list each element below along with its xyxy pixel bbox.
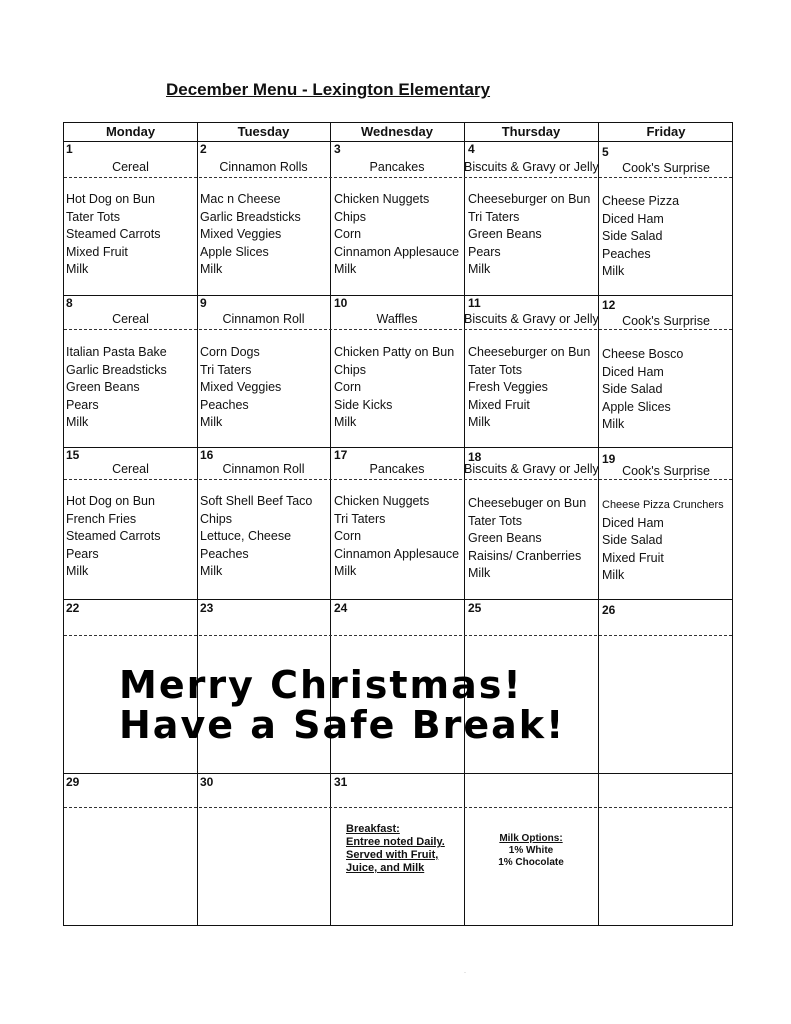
lunch-item: Mixed Fruit [602,550,664,565]
lunch-item: Cheeseburger on Bun [468,345,591,359]
date-number: 9 [200,296,207,310]
dashed-separator [64,635,732,636]
lunch-item: Side Kicks [334,397,393,412]
lunch-items [602,193,679,281]
lunch-item: Milk [468,566,491,580]
dashed-separator [64,329,732,330]
lunch-item: Cheese Pizza [602,194,680,208]
lunch-item: French Fries [66,511,137,526]
row-divider [64,599,732,600]
lunch-item: Tater Tots [468,513,522,528]
day-header-friday: Friday [646,124,686,139]
lunch-item: Side Salad [602,533,663,547]
breakfast-entree: Biscuits & Gravy or Jelly [464,312,599,326]
lunch-item: Corn [334,529,362,543]
day-header-monday: Monday [105,124,156,139]
lunch-item: Garlic Breadsticks [200,209,301,224]
lunch-item: Milk [602,417,625,431]
lunch-item: Green Beans [468,227,542,241]
breakfast-entree: Cereal [112,160,149,174]
day-header-thursday: Thursday [501,124,561,139]
dashed-separator [64,807,732,808]
lunch-item: Cheeseburger on Bun [468,192,591,206]
lunch-item: Hot Dog on Bun [66,192,155,206]
column-divider [598,123,599,925]
date-number: 31 [334,775,348,789]
lunch-item: Cheesebuger on Bun [468,496,587,510]
page-title: December Menu - Lexington Elementary [166,80,491,99]
lunch-item: Lettuce, Cheese [200,529,292,543]
lunch-item: Corn Dogs [200,345,260,359]
lunch-item: Cinnamon Applesauce [334,244,460,259]
lunch-item: Steamed Carrots [66,529,161,543]
row-divider [64,295,732,296]
lunch-item: Pears [66,546,99,561]
date-number: 22 [66,601,80,615]
date-number: 19 [602,452,616,466]
lunch-item: Corn [334,380,362,394]
date-number: 16 [200,448,214,462]
date-number: 1 [66,142,73,156]
lunch-item: Milk [602,568,625,582]
holiday-message-line2: Have a Safe Break! [119,703,566,747]
lunch-item: Milk [334,262,357,276]
row-divider [64,447,732,448]
lunch-item: Milk [200,262,223,276]
lunch-items [334,344,454,432]
date-number: 5 [602,145,609,159]
lunch-item: Soft Shell Beef Taco [200,494,313,508]
breakfast-entree: Cinnamon Rolls [219,160,308,174]
date-number: 30 [200,775,214,789]
lunch-item: Corn [334,227,362,241]
lunch-item: Chips [334,362,366,377]
lunch-item: Cheese Pizza Crunchers [602,499,724,511]
lunch-item: Mixed Veggies [200,227,282,241]
milk-note-line: 1% White [508,845,554,856]
lunch-item: Mixed Fruit [468,397,530,412]
breakfast-entree: Cook's Surprise [622,464,710,478]
lunch-item: Tater Tots [468,362,522,377]
lunch-item: Green Beans [66,380,140,394]
lunch-item: Apple Slices [200,244,269,259]
date-number: 23 [200,601,214,615]
lunch-item: Fresh Veggies [468,380,548,394]
lunch-items [66,493,160,581]
lunch-item: Cheese Bosco [602,347,684,361]
lunch-item: Pears [468,244,501,259]
lunch-item: Diced Ham [602,211,664,226]
lunch-item: Side Salad [602,229,663,243]
lunch-item: Mac n Cheese [200,192,281,206]
milk-note [464,833,598,869]
dashed-separator [64,177,732,178]
date-number: 17 [334,448,348,462]
date-number: 8 [66,296,73,310]
milk-note-line: 1% Chocolate [498,857,564,868]
lunch-items [66,344,167,432]
column-divider [197,123,198,925]
breakfast-entree: Biscuits & Gravy or Jelly [464,462,599,476]
lunch-item: Green Beans [468,531,542,545]
lunch-item: Side Salad [602,382,663,396]
breakfast-entree: Pancakes [369,160,425,174]
breakfast-note-line: Served with Fruit, [346,849,439,861]
lunch-items [468,191,590,279]
date-number: 2 [200,142,207,156]
lunch-items [200,344,281,432]
breakfast-entree: Cook's Surprise [622,161,710,175]
breakfast-entree: Biscuits & Gravy or Jelly [464,160,599,174]
date-number: 12 [602,298,616,312]
breakfast-entree: Pancakes [369,462,425,476]
lunch-items [602,497,724,585]
lunch-item: Tri Taters [200,362,252,377]
lunch-item: Chips [334,209,366,224]
lunch-item: Tri Taters [334,511,386,526]
lunch-items [468,344,590,432]
day-header-wednesday: Wednesday [360,124,433,139]
date-number: 3 [334,142,341,156]
lunch-item: Diced Ham [602,515,664,530]
lunch-items [66,191,160,279]
lunch-item: Hot Dog on Bun [66,494,155,508]
lunch-item: Milk [334,415,357,429]
lunch-item: Chips [200,511,232,526]
lunch-items [602,346,683,434]
breakfast-note-line: Juice, and Milk [346,862,425,874]
lunch-items [200,191,301,279]
breakfast-note-line: Entree noted Daily. [346,836,445,848]
column-divider [464,123,465,925]
scan-speck: · [464,970,466,976]
row-divider [64,773,732,774]
date-number: 26 [602,603,616,617]
lunch-items [468,495,586,583]
lunch-item: Milk [66,262,89,276]
lunch-item: Milk [200,415,223,429]
lunch-items [334,191,459,279]
lunch-item: Raisins/ Cranberries [468,548,582,563]
lunch-item: Milk [66,564,89,578]
milk-note-heading: Milk Options: [499,833,563,844]
lunch-item: Milk [602,264,625,278]
lunch-item: Pears [66,397,99,412]
dashed-separator [64,479,732,480]
lunch-item: Milk [334,564,357,578]
date-number: 18 [468,450,482,464]
lunch-items [200,493,312,581]
menu-calendar [63,122,733,926]
lunch-item: Peaches [200,397,249,412]
lunch-item: Peaches [602,246,651,261]
breakfast-entree: Cinnamon Roll [222,312,305,326]
date-number: 29 [66,775,80,789]
lunch-item: Tater Tots [66,209,120,224]
lunch-item: Tri Taters [468,209,520,224]
lunch-item: Chicken Nuggets [334,494,430,508]
date-number: 11 [468,296,481,310]
breakfast-note [346,823,445,875]
breakfast-entree: Cook's Surprise [622,314,710,328]
header-divider [64,141,732,142]
date-number: 4 [468,142,475,156]
lunch-item: Milk [468,415,491,429]
lunch-item: Mixed Fruit [66,244,128,259]
lunch-item: Milk [468,262,491,276]
breakfast-entree: Cinnamon Roll [222,462,305,476]
breakfast-note-heading: Breakfast: [346,823,400,835]
lunch-item: Mixed Veggies [200,380,282,394]
lunch-item: Garlic Breadsticks [66,362,167,377]
date-number: 24 [334,601,348,615]
lunch-item: Chicken Patty on Bun [334,345,455,359]
lunch-item: Cinnamon Applesauce [334,546,460,561]
lunch-item: Apple Slices [602,399,671,414]
breakfast-entree: Cereal [112,462,149,476]
lunch-item: Peaches [200,546,249,561]
lunch-item: Diced Ham [602,364,664,379]
column-divider [330,123,331,925]
lunch-item: Steamed Carrots [66,227,161,241]
date-number: 15 [66,448,80,462]
holiday-message-line1: Merry Christmas! [119,663,523,707]
lunch-item: Milk [66,415,89,429]
date-number: 10 [334,296,348,310]
lunch-item: Milk [200,564,223,578]
lunch-item: Italian Pasta Bake [66,345,167,359]
day-header-tuesday: Tuesday [237,124,290,139]
breakfast-entree: Cereal [112,312,149,326]
lunch-item: Chicken Nuggets [334,192,430,206]
breakfast-entree: Waffles [376,312,418,326]
date-number: 25 [468,601,482,615]
lunch-items [334,493,459,581]
